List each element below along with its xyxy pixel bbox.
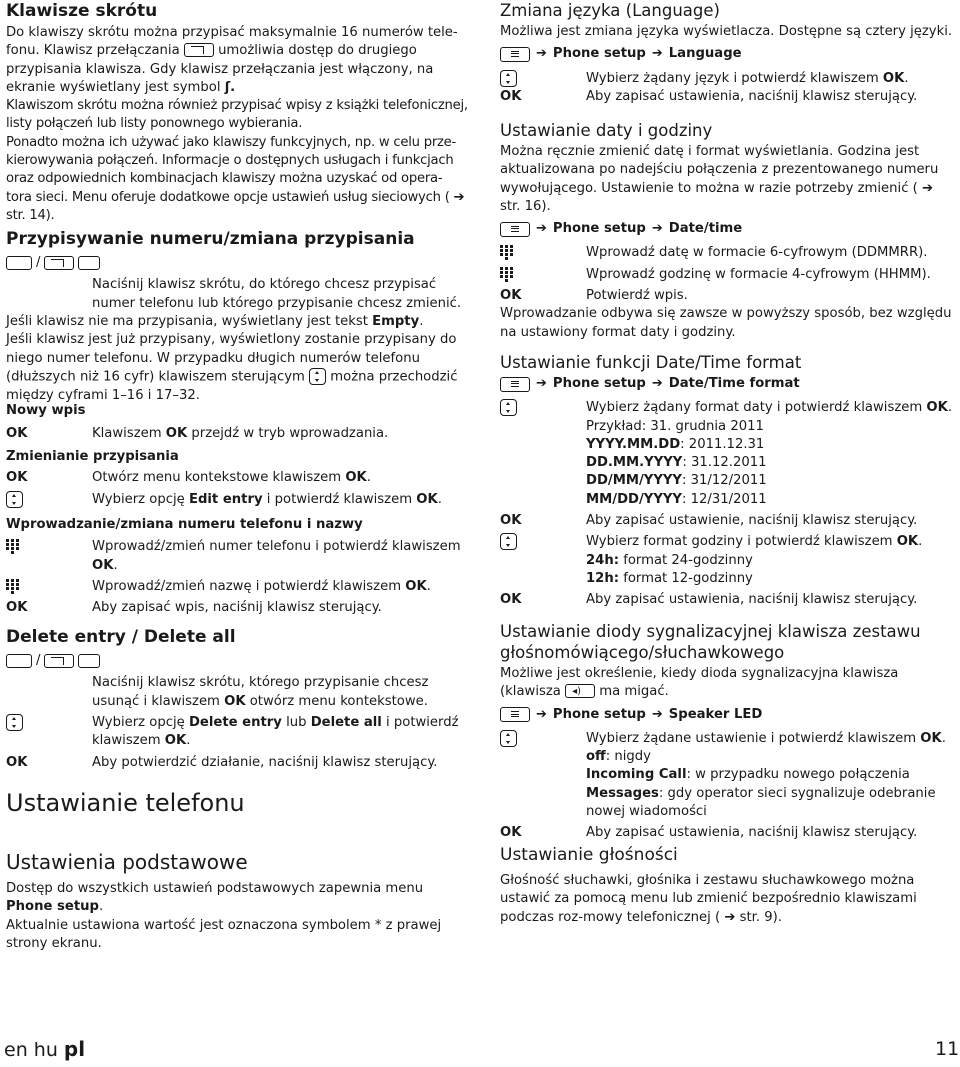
para-klawisze-3: Ponadto można ich używać jako klawiszy funkcyjnych, np. w celu prze-kierowywania połączeń. Informacje o dostępnych usługach i funkcjach oraz odpowiednich kombinacjach klawiszy można uzyskać od opera-tora sieci. Menu oferuje dodatkowe opcje ustawień usług sieciowych ( ➔ str. 14). [6, 134, 465, 223]
arrow-right-icon: ➔ [651, 706, 663, 722]
page-number: 11 [935, 1038, 960, 1060]
navigation-key-icon [500, 533, 517, 550]
step-row [6, 674, 468, 711]
step-text: Wybierz format godziny i potwierdź klawiszem OK. 24h: format 24-godzinny 12h: format 12-godzinny [586, 534, 923, 586]
speaker-key-icon [565, 684, 595, 698]
section-dioda [500, 621, 956, 843]
shortcut-key-icon [78, 256, 100, 270]
shift-key-icon [44, 256, 74, 270]
step-text: Aby potwierdzić działanie, naciśnij klawisz sterujący. [92, 754, 438, 770]
shortcut-keys: / [6, 652, 100, 670]
step-row [500, 730, 956, 821]
arrow-right-icon: ➔ [651, 376, 663, 391]
shortcut-key-icon [6, 654, 32, 668]
menu-key-icon [500, 222, 530, 237]
step-text: Wybierz opcję Delete entry lub Delete all i potwierdź klawiszem OK. [92, 715, 459, 749]
section-zmienianie [6, 448, 468, 509]
step-text: Otwórz menu kontekstowe klawiszem OK. [92, 470, 371, 486]
shift-key-icon [44, 654, 74, 668]
step-row [500, 266, 956, 284]
para-data-2: Wprowadzanie odbywa się zawsze w powyższy sposób, bez względu na ustawiony format daty i godziny. [500, 306, 952, 340]
footer-languages: en hu pl [4, 1037, 86, 1061]
para-data: Można ręcznie zmienić datę i format wyświetlania. Godzina jest aktualizowana po nadejściu połączenia z prezentowanego numeru wywołującego. Ustawienie to można w razie potrzeby zmienić ( ➔ str. 16). [500, 144, 939, 214]
section-klawisze [6, 0, 468, 225]
step-text: Potwierdź wpis. [586, 288, 688, 304]
shortcut-keys: / [6, 254, 100, 272]
step-text: Wprowadź/zmień nazwę i potwierdź klawiszem OK. [92, 578, 431, 594]
section-format [500, 352, 956, 610]
step-row: OK Klawiszem OK przejdź w tryb wprowadzania. [6, 425, 468, 443]
navigation-key-icon [500, 399, 517, 416]
step-row: OK Aby potwierdzić działanie, naciśnij klawisz sterujący. [6, 754, 468, 772]
step-text: Wybierz żądane ustawienie i potwierdź klawiszem OK. off: nigdy Incoming Call: w przypadku nowego połączenia Messages: gdy operator sieci sygnalizuje odebranie nowej wiadomości [586, 730, 946, 820]
step-row: OK Potwierdź wpis. [500, 287, 956, 305]
heading-klawisze: Klawisze skrótu [6, 1, 158, 21]
menu-path: ➔ Phone setup ➔ Date/time [500, 220, 956, 238]
para-jezyk: Możliwa jest zmiana języka wyświetlacza. Dostępne są cztery języki. [500, 24, 953, 39]
navigation-key-icon [6, 491, 23, 508]
section-data [500, 120, 956, 342]
para-klawisze-2: Klawiszom skrótu można również przypisać wpisy z książki telefonicznej, listy połączeń lub listy ponownego wybierania. [6, 98, 468, 132]
section-ustawienia-podstawowe [6, 850, 468, 953]
step-text: Aby zapisać ustawienia, naciśnij klawisz sterujący. [586, 825, 918, 841]
menu-path: ➔ Phone setup ➔ Date/Time format [500, 375, 956, 393]
heading-zmienianie: Zmienianie przypisania [6, 449, 179, 464]
heading-ustawianie-telefonu: Ustawianie telefonu [6, 789, 245, 817]
step-row: OK Aby zapisać ustawienia, naciśnij klawisz sterujący. [500, 824, 956, 842]
para-klawisze-1: Do klawiszy skrótu można przypisać maksymalnie 16 numerów tele-fonu. Klawisz przełączania umożliwia dostęp do drugiego przypisania klawisza. Gdy klawisz przełączania jest włączony, na ekranie wyświetlany jest symbol ʃ. [6, 25, 458, 95]
step-row: OK Otwórz menu kontekstowe klawiszem OK. [6, 469, 468, 487]
navigation-key-icon [309, 368, 326, 385]
section-nowy-wpis [6, 402, 468, 444]
keypad-icon [6, 579, 20, 594]
arrow-right-icon: ➔ [536, 46, 547, 62]
arrow-right-icon: ➔ [536, 221, 547, 237]
shortcut-key-icon [6, 256, 32, 270]
para-glosnosc: Głośność słuchawki, głośnika i zestawu słuchawkowego można ustawić za pomocą menu lub zmienić bezpośrednio klawiszami podczas roz-mowy telefonicznej ( ➔ str. 9). [500, 873, 917, 925]
section-delete [6, 626, 468, 772]
heading-przypisywanie: Przypisywanie numeru/zmiana przypisania [6, 229, 415, 249]
heading-format: Ustawianie funkcji Date/Time format [500, 353, 802, 372]
section-przypisywanie [6, 228, 468, 405]
step-text: Wprowadź/zmień numer telefonu i potwierdź klawiszem OK. [92, 539, 461, 573]
menu-path: ➔ Phone setup ➔ Language [500, 45, 956, 63]
menu-key-icon [500, 47, 530, 62]
step-row [6, 538, 468, 575]
menu-path: ➔ Phone setup ➔ Speaker LED [500, 706, 956, 724]
keypad-icon [6, 539, 20, 554]
step-text: Naciśnij klawisz skrótu, którego przypisanie chcesz usunąć i klawiszem OK otwórz menu kontekstowe. [92, 675, 429, 709]
para-podstawowe-2: Aktualnie ustawiona wartość jest oznaczona symbolem * z prawej strony ekranu. [6, 917, 442, 951]
navigation-key-icon [6, 714, 23, 731]
step-text: Aby zapisać ustawienia, naciśnij klawisz sterujący. [586, 89, 918, 105]
navigation-key-icon [500, 730, 517, 747]
step-text: Aby zapisać ustawienie, naciśnij klawisz sterujący. [586, 513, 918, 529]
step-row: OK Aby zapisać ustawienie, naciśnij klawisz sterujący. [500, 512, 956, 530]
arrow-right-icon: ➔ [536, 376, 547, 391]
step-text: Wybierz opcję Edit entry i potwierdź klawiszem OK. [92, 491, 442, 507]
heading-ustawienia-podstawowe: Ustawienia podstawowe [6, 850, 248, 874]
step-row [500, 244, 956, 262]
step-row: OK Aby zapisać ustawienia, naciśnij klawisz sterujący. [500, 88, 956, 106]
step-text: Wprowadź godzinę w formacie 4-cyfrowym (HHMM). [586, 266, 931, 282]
heading-nowy-wpis: Nowy wpis [6, 403, 86, 418]
step-row: OK Aby zapisać wpis, naciśnij klawisz sterujący. [6, 599, 468, 617]
step-row [500, 533, 956, 588]
section-jezyk [500, 0, 956, 107]
para-podstawowe-1: Dostęp do wszystkich ustawień podstawowych zapewnia menu Phone setup. [6, 881, 424, 915]
step-text: Wybierz żądany format daty i potwierdź klawiszem OK. Przykład: 31. grudnia 2011 YYYY.MM.DD: 2011.12.31 DD.MM.YYYY: 31.12.2011 DD/MM/YYYY: 31/12/2011 MM/DD/YYYY: 12/31/2011 [586, 400, 953, 507]
menu-key-icon [500, 377, 530, 392]
step-row [500, 399, 956, 509]
shift-key-icon [184, 43, 214, 57]
step-text: Aby zapisać ustawienia, naciśnij klawisz sterujący. [586, 592, 918, 608]
section-wprowadzanie [6, 516, 468, 617]
navigation-key-icon [500, 70, 517, 87]
keypad-icon [500, 267, 514, 282]
step-text: Aby zapisać wpis, naciśnij klawisz sterujący. [92, 600, 382, 616]
arrow-right-icon: ➔ [536, 706, 547, 722]
arrow-right-icon: ➔ [651, 221, 663, 237]
section-glosnosc [500, 845, 956, 927]
heading-wprowadzanie: Wprowadzanie/zmiana numeru telefonu i nazwy [6, 517, 363, 532]
step-text: Wybierz żądany język i potwierdź klawiszem OK. [586, 70, 909, 86]
para-empty: Jeśli klawisz nie ma przypisania, wyświetlany jest tekst Empty. [6, 314, 424, 330]
heading-delete: Delete entry / Delete all [6, 627, 236, 647]
arrow-right-icon: ➔ [651, 46, 663, 62]
heading-dioda: Ustawianie diody sygnalizacyjnej klawisza zestawu głośnomówiącego/słuchawkowego [500, 622, 921, 662]
step-text: Wprowadź datę w formacie 6-cyfrowym (DDMMRR). [586, 245, 928, 261]
step-row [6, 491, 468, 510]
step-row [500, 70, 956, 89]
step-text: Naciśnij klawisz skrótu, do którego chcesz przypisać numer telefonu lub którego przypisanie chcesz zmienić. [92, 277, 462, 311]
heading-data: Ustawianie daty i godziny [500, 121, 713, 140]
para-dioda: Możliwe jest określenie, kiedy dioda sygnalizacyjna klawisza (klawisza ◂) ma migać. [500, 665, 956, 702]
step-row [6, 714, 468, 751]
heading-jezyk: Zmiana języka (Language) [500, 1, 720, 20]
shortcut-key-icon [78, 654, 100, 668]
step-row [6, 578, 468, 596]
step-text: Klawiszem OK przejdź w tryb wprowadzania. [92, 426, 389, 442]
menu-key-icon [500, 707, 530, 722]
heading-glosnosc: Ustawianie głośności [500, 845, 678, 865]
para-assigned: Jeśli klawisz jest już przypisany, wyświetlony zostanie przypisany do niego numer telefonu. W przypadku długich numerów telefonu (dłuższych niż 16 cyfr) klawiszem sterującym można przechodzić między cyframi 1–16 i 17–32. [6, 332, 458, 403]
step-row: OK Aby zapisać ustawienia, naciśnij klawisz sterujący. [500, 591, 956, 609]
keypad-icon [500, 245, 514, 260]
step-row [6, 276, 468, 313]
